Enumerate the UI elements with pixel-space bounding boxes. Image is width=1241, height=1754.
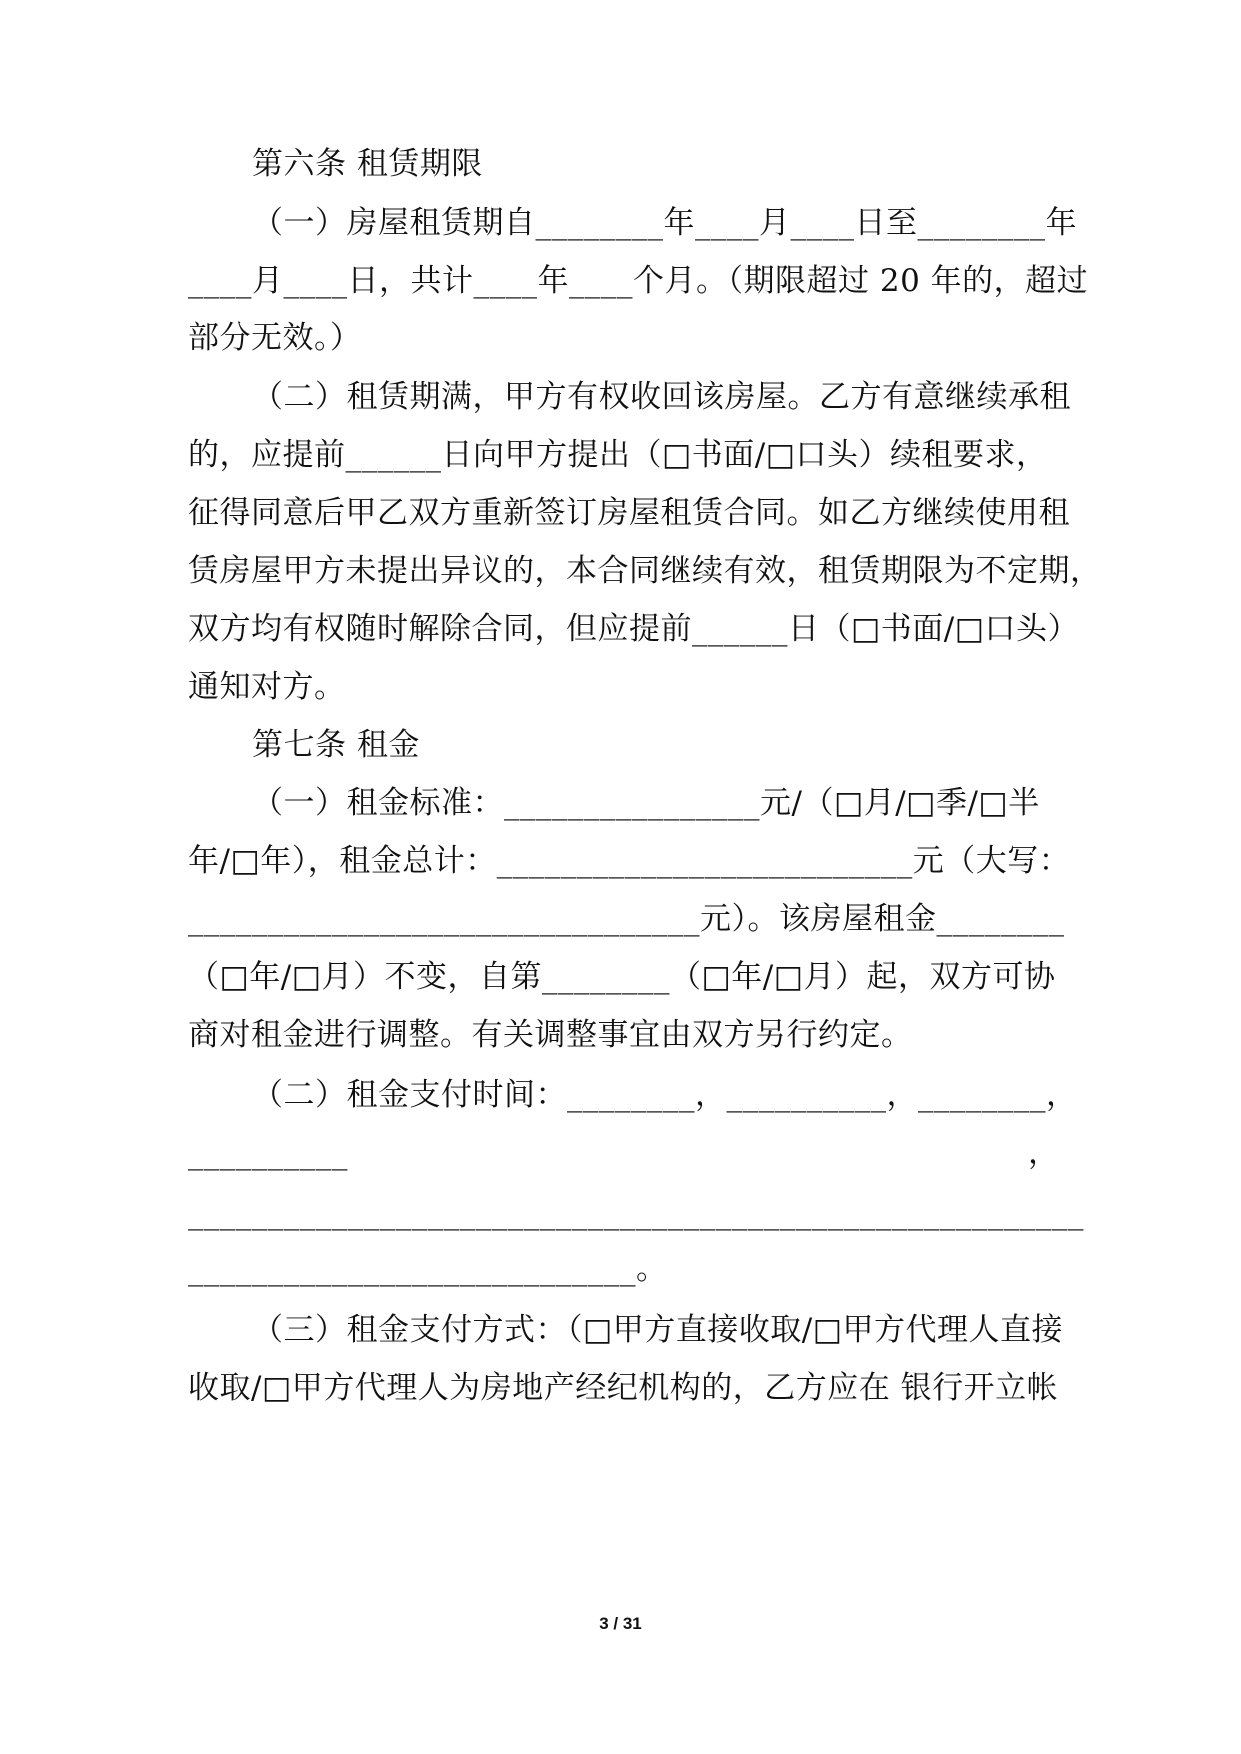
article-7-heading: 第七条 租金 — [252, 727, 420, 763]
paragraph-line: 双方均有权随时解除合同，但应提前______日（□书面/□口头） — [188, 611, 1080, 647]
paragraph-line: 年/□年），租金总计：__________________________元（大写： — [188, 843, 1071, 879]
paragraph-line: （一）房屋租赁期自________年____月____日至________年 — [252, 205, 1077, 241]
article-6-heading: 第六条 租赁期限 — [252, 146, 483, 182]
paragraph-line: 征得同意后甲乙双方重新签订房屋租赁合同。如乙方继续使用租 — [188, 495, 1070, 531]
paragraph-line: ____________________________。 — [188, 1251, 668, 1287]
paragraph-line: 的，应提前______日向甲方提出（□书面/□口头）续租要求， — [188, 437, 1048, 473]
paragraph-line: 通知对方。 — [188, 669, 346, 705]
paragraph-line: 商对租金进行调整。有关调整事宜由双方另行约定。 — [188, 1017, 913, 1053]
trailing-comma: ， — [1028, 1135, 1059, 1171]
paragraph-line: （二）租赁期满，甲方有权收回该房屋。乙方有意继续承租 — [252, 379, 1071, 415]
paragraph-line: ________________________________元）。该房屋租金________ — [188, 901, 1065, 937]
paragraph-line: 收取/□甲方代理人为房地产经纪机构的，乙方应在 银行开立帐 — [188, 1370, 1059, 1406]
paragraph-line: （三）租金支付方式：（□甲方直接收取/□甲方代理人直接 — [252, 1312, 1064, 1348]
paragraph-line: 赁房屋甲方未提出异议的，本合同继续有效，租赁期限为不定期， — [188, 553, 1102, 589]
paragraph-line: （二）租金支付时间：________，__________，________， — [252, 1077, 1078, 1113]
page-number: 3 / 31 — [599, 1614, 642, 1633]
paragraph-line: （一）租金标准：________________元/（□月/□季/□半 — [252, 785, 1040, 821]
paragraph-line: __________ — [188, 1135, 348, 1171]
paragraph-line: ____月____日，共计____年____个月。（期限超过 20 年的，超过 — [188, 263, 1089, 299]
paragraph-line: 部分无效。） — [188, 320, 362, 356]
paragraph-line: ________________________________________________________ — [188, 1195, 1084, 1231]
paragraph-line: （□年/□月）不变，自第________（□年/□月）起，双方可协 — [188, 959, 1056, 995]
